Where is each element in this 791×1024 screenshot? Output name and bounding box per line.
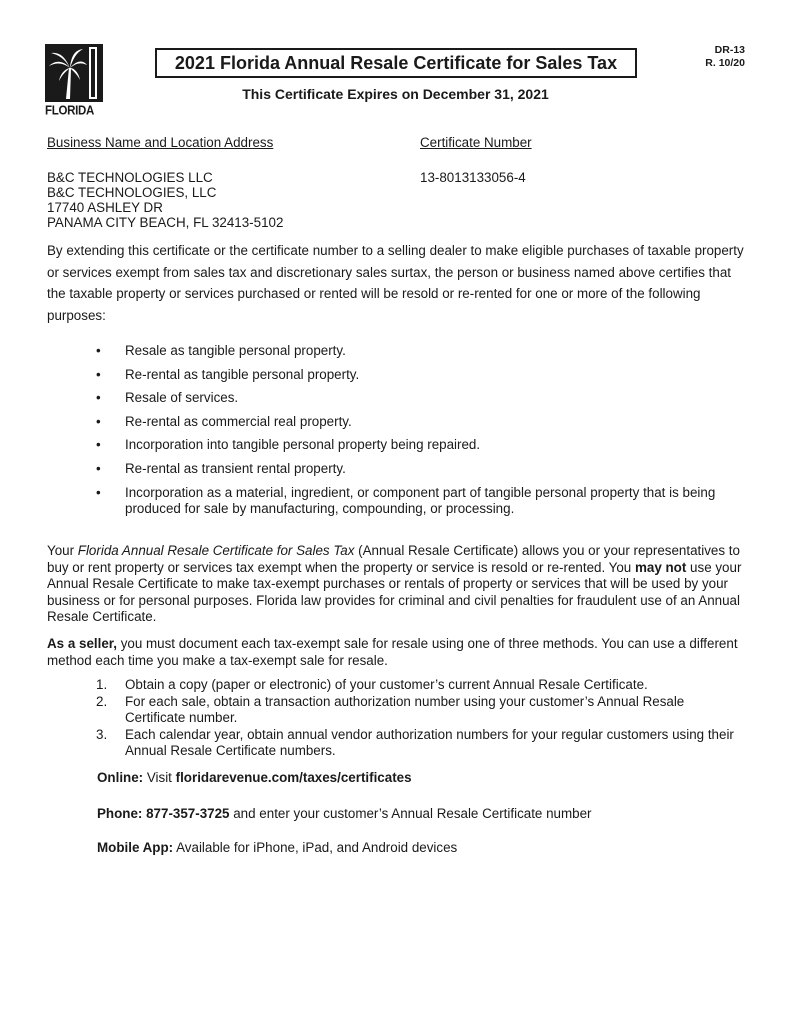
online-url-link[interactable]: floridarevenue.com/taxes/certificates [175,770,412,785]
purpose-list [47,343,747,524]
logo-wordmark: FLORIDA [45,104,95,119]
document-title: 2021 Florida Annual Resale Certificate for Sales Tax [155,48,637,78]
expiration-notice: This Certificate Expires on December 31, 2021 [242,86,549,102]
seller-paragraph: As a seller, you must document each tax-exempt sale for resale using one of three methods. You can use a different method each time you make a tax-exempt sale for resale. [47,636,738,668]
bullet: • [96,484,101,500]
florida-dor-logo [45,44,103,118]
method-number: 1. [96,677,108,692]
form-code [705,44,745,70]
bullet: • [96,343,101,358]
emphasis: may not [634,559,687,575]
business-label: Business Name and Location Address [47,135,274,150]
bullet: • [96,390,101,406]
method-number: 3. [96,727,108,742]
bullet: • [96,413,101,429]
list-item: • Resale as tangible personal property. [96,343,346,358]
certificate-label: Certificate Number [420,135,532,150]
form-name: Florida Annual Resale Certificate for Sales Tax [77,543,355,558]
intro-paragraph: By extending this certificate or the certificate number to a selling dealer to make eligible purchases of taxable property or services exempt from sales tax and discretionary sales surtax, the person or business named above certifies that the taxable property or services purchased or rented will be resold or re-rented for one or more of the following purposes: [47,243,744,323]
list-item: • Incorporation as a material, ingredient, or component part of tangible personal property that is being produced for sale by manufacturing, compounding, or processing. [96,484,716,516]
business-address [47,170,283,230]
mobile-contact: Mobile App: Available for iPhone, iPad, and Android devices [97,840,458,855]
phone-contact: Phone: 877-357-3725 and enter your customer’s Annual Resale Certificate number [97,806,592,821]
list-item: 1. Obtain a copy (paper or electronic) of your customer’s current Annual Resale Certificate. [96,677,648,692]
online-contact: Online: Visit floridarevenue.com/taxes/certificates [97,770,412,785]
business-street: 17740 ASHLEY DR [47,200,163,215]
business-dba: B&C TECHNOLOGIES, LLC [47,185,217,200]
bullet: • [96,366,101,382]
list-item: • Resale of services. [96,390,239,406]
form-number: DR-13 [714,44,745,56]
list-item: • Re-rental as commercial real property. [96,413,352,429]
methods-list [47,677,747,760]
certificate-number: 13-8013133056-4 [420,170,526,185]
seller-lead: As a seller, [47,636,117,651]
list-item: • Re-rental as tangible personal property. [96,366,360,382]
list-item: • Incorporation into tangible personal property being repaired. [96,437,481,453]
list-item: • Re-rental as transient rental property. [96,460,346,476]
phone-number: 877-357-3725 [142,806,230,821]
bullet: • [96,460,101,476]
list-item: 2. For each sale, obtain a transaction authorization number using your customer’s Annual Resale Certificate number. [96,694,685,725]
form-revision: R. 10/20 [705,57,745,69]
method-number: 2. [96,694,108,709]
bullet: • [96,437,101,453]
business-name: B&C TECHNOLOGIES LLC [47,170,213,185]
business-city: PANAMA CITY BEACH, FL 32413-5102 [47,215,284,230]
usage-paragraph: Your Florida Annual Resale Certificate for Sales Tax (Annual Resale Certificate) allows you or your representatives to buy or rent property or services tax exempt when the property or service is resold or re-rented. You may not use your Annual Resale Certificate to make tax-exempt purchases or rentals of property or services that will be used by your business or for personal purposes. Florida law provides for criminal and civil penalties for fraudulent use of an Annual Resale Certificate. [47,543,742,624]
list-item: 3. Each calendar year, obtain annual vendor authorization numbers for your regular customers using their Annual Resale Certificate numbers. [96,727,734,758]
